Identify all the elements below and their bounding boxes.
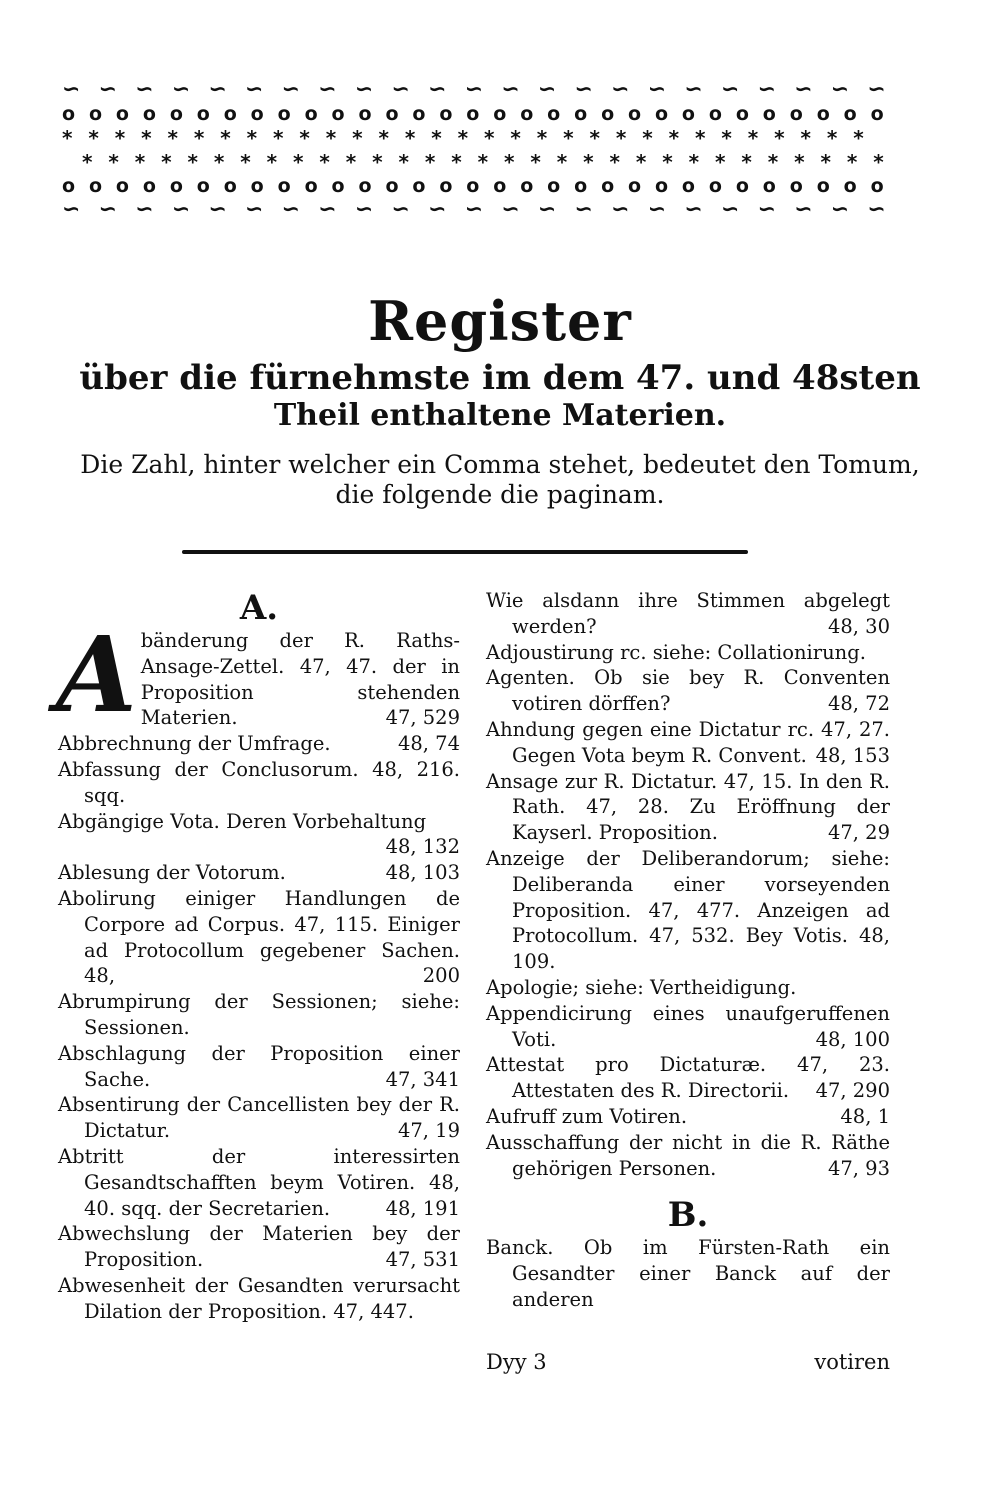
entry-reference: 48, 100 — [815, 1027, 890, 1051]
entry-text: Absentirung der Cancellisten bey der R. Dictatur. — [58, 1093, 460, 1143]
entry-reference: 48, 153 — [815, 743, 890, 767]
entry-reference: 47, 93 — [827, 1156, 890, 1180]
index-entry — [58, 731, 460, 757]
entry-reference: 47, 341 — [385, 1067, 460, 1091]
index-entry — [486, 975, 890, 1001]
entry-list — [58, 731, 460, 1324]
entry-text: Abschlagung der Proposition einer Sache. — [58, 1041, 460, 1091]
entry-text: Abtritt der interessirten Gesandtschafften beym Votiren. 48, 40. sqq. der Secretarien. — [58, 1144, 460, 1220]
index-entry — [486, 665, 890, 717]
index-entry — [486, 846, 890, 975]
ornament-wave-row: ∽ ∽ ∽ ∽ ∽ ∽ ∽ ∽ ∽ ∽ ∽ ∽ ∽ ∽ ∽ ∽ ∽ ∽ ∽ ∽ ∽ ∽ ∽ — [62, 200, 884, 220]
entry-text: Abrumpirung der Sessionen; siehe: Sessionen. — [58, 990, 460, 1039]
entry-text: Aufruff zum Votiren. — [486, 1104, 688, 1128]
entry-text: Ausschaffung der nicht in die R. Räthe gehörigen Personen. — [486, 1130, 890, 1180]
entry-text: Abolirung einiger Handlungen de Corpore ad Corpus. 47, 115. Einiger ad Protocollum gegebener Sachen. 48, — [58, 886, 460, 988]
entry-list — [486, 588, 890, 1181]
entry-text: Abwesenheit der Gesandten verursacht Dilation der Proposition. 47, 447. — [58, 1273, 460, 1323]
index-entry — [486, 1235, 890, 1312]
entry-text: Anzeige der Deliberandorum; siehe: Deliberanda einer vorseyenden Proposition. 47, 477. Anzeigen ad Protocollum. 47, 532. Bey Votis. 48, 109. — [486, 846, 890, 974]
subtitle-line-1: über die fürnehmste im dem 47. und 48sten — [79, 358, 921, 398]
entry-reference: 47, 290 — [815, 1079, 890, 1103]
entry-list — [486, 1235, 890, 1312]
entry-reference: 48, 74 — [397, 732, 460, 756]
index-entry — [486, 588, 890, 640]
entry-text: Abgängige Vota. Deren Vorbehaltung — [58, 809, 427, 833]
index-entry — [486, 769, 890, 846]
entry-reference: 48, 132 — [385, 835, 460, 859]
entry-text: Wie alsdann ihre Stimmen abgelegt werden? — [486, 589, 890, 638]
entry-reference: 47, 531 — [385, 1248, 460, 1272]
index-entry — [58, 757, 460, 809]
page-title: Register — [368, 289, 632, 353]
entry-text: Banck. Ob im Fürsten-Rath ein Gesandter einer Banck auf der anderen — [486, 1236, 890, 1311]
entry-text: Agenten. Ob sie bey R. Conventen votiren dörffen? — [486, 666, 890, 716]
index-entry — [58, 1144, 460, 1221]
section-letter-b: B. — [667, 1195, 709, 1236]
entry-reference: 48, 191 — [385, 1196, 460, 1220]
index-entry — [486, 717, 890, 769]
entry-reference: 200 — [422, 964, 460, 988]
index-entry — [486, 1104, 890, 1130]
signature-mark: Dyy 3 — [486, 1350, 547, 1374]
entry-text: bänderung der R. Raths-Ansage-Zettel. 47, 47. der in Proposition stehenden Materien. — [140, 629, 460, 730]
index-entry — [58, 886, 460, 989]
entry-text: Ansage zur R. Dictatur. 47, 15. In den R. Rath. 47, 28. Zu Eröffnung der Kayserl. Proposition. — [486, 769, 890, 845]
entry-reference: 47, 529 — [385, 706, 460, 730]
entry-text: Attestat pro Dictaturæ. 47, 23. Attestaten des R. Directorii. — [486, 1053, 890, 1103]
index-entry — [58, 1092, 460, 1144]
entry-reference: 48, 103 — [385, 861, 460, 885]
ornament-wave-row: ∽ ∽ ∽ ∽ ∽ ∽ ∽ ∽ ∽ ∽ ∽ ∽ ∽ ∽ ∽ ∽ ∽ ∽ ∽ ∽ ∽ ∽ ∽ — [62, 80, 884, 100]
ornament-circle-row: o o o o o o o o o o o o o o o o o o o o o o o o o o o o o o o — [62, 104, 884, 124]
index-entry — [486, 1001, 890, 1053]
catchword: votiren — [814, 1350, 890, 1374]
entry-text: Adjoustirung rc. siehe: Collationirung. — [486, 640, 866, 664]
index-entry — [56, 613, 460, 736]
entry-reference: 48, 1 — [840, 1104, 890, 1128]
entry-text: Abbrechnung der Umfrage. — [58, 732, 331, 756]
index-entry — [58, 1273, 460, 1325]
entry-reference: 47, 29 — [827, 821, 890, 845]
index-entry — [58, 1221, 460, 1273]
entry-text: Ahndung gegen eine Dictatur rc. 47, 27. Gegen Vota beym R. Convent. — [486, 717, 890, 767]
section-letter-a: A. — [239, 588, 279, 628]
title-note-line-1: Die Zahl, hinter welcher ein Comma stehet, bedeutet den Tomum, — [80, 450, 920, 479]
index-entry — [58, 809, 460, 861]
ornament-circle-row: o o o o o o o o o o o o o o o o o o o o o o o o o o o o o o o — [62, 176, 884, 196]
entry-text: Ablesung der Votorum. — [58, 861, 286, 885]
entry-reference: 47, 19 — [397, 1119, 460, 1143]
index-entry — [58, 860, 460, 886]
entry-text: Appendicirung eines unaufgeruffenen Voti. — [486, 1001, 890, 1051]
index-entry — [486, 1130, 890, 1182]
ornament-star-row: * * * * * * * * * * * * * * * * * * * * * * * * * * * * * * * — [82, 152, 884, 172]
entry-text: Abwechslung der Materien bey der Proposition. — [58, 1222, 460, 1272]
subtitle-line-2: Theil enthaltene Materien. — [273, 398, 727, 433]
entry-text: Apologie; siehe: Vertheidigung. — [486, 975, 797, 999]
entry-reference: 48, 30 — [827, 614, 890, 638]
entry-text: Abfassung der Conclusorum. 48, 216. sqq. — [58, 757, 460, 807]
index-entry — [486, 1052, 890, 1104]
header-ornament — [62, 80, 884, 220]
index-column-left — [58, 588, 460, 1325]
index-entry — [486, 640, 890, 666]
page-footer — [486, 1350, 890, 1374]
entry-reference: 48, 72 — [827, 692, 890, 716]
title-block — [40, 290, 960, 510]
drop-cap: A — [56, 613, 137, 736]
ornament-star-row: * * * * * * * * * * * * * * * * * * * * * * * * * * * * * * * — [62, 128, 864, 148]
index-entry — [58, 989, 460, 1041]
title-note — [40, 450, 960, 510]
index-entry — [58, 1041, 460, 1093]
index-column-right — [486, 588, 890, 1313]
divider-rule — [182, 550, 748, 554]
title-note-line-2: die folgende die paginam. — [335, 480, 665, 509]
